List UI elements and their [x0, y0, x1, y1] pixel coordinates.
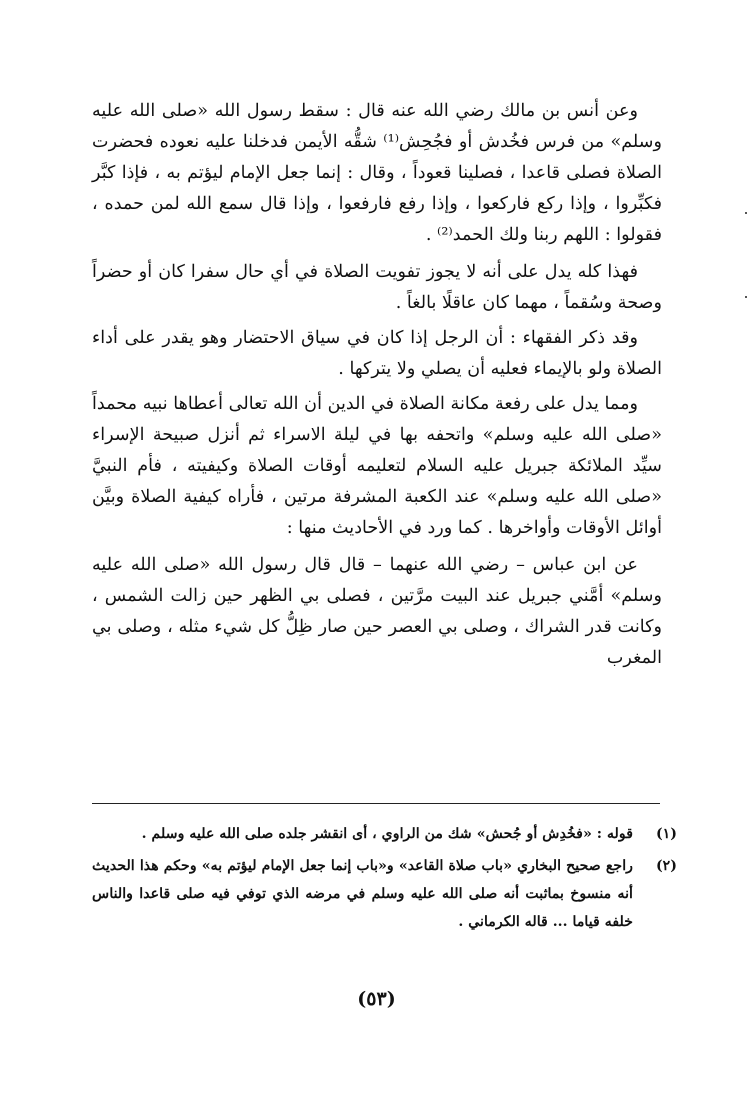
- footnote-number: (٢): [655, 858, 677, 874]
- main-text: [92, 96, 662, 680]
- footnote-number: (١): [655, 826, 677, 842]
- paragraph-5: عن ابن عباس – رضي الله عنهما – قال قال رسول الله «صلى الله عليه وسلم» أمَّني جبريل عند البيت مرَّتين ، فصلى بي الظهر حين زالت الشمس ، وكانت قدر الشراك ، وصلى بي العصر حين صار ظِلُّ كل شيء مثله ، وصلى بي المغرب: [92, 555, 662, 668]
- footnote-text: راجع صحيح البخاري «باب صلاة القاعد» و«باب إنما جعل الإمام ليؤتم به» وحكم هذا الحديث أنه منسوخ بماثبت أنه صلى الله عليه وسلم في مرضه الذي توفي فيه صلى قاعدا والناس خلفه قياما ... قاله الكرماني .: [92, 858, 633, 930]
- footnote-1: [92, 820, 677, 848]
- footnotes: [92, 820, 677, 940]
- paragraph-2: فهذا كله يدل على أنه لا يجوز تفويت الصلاة في أي حال سفرا كان أو حضراً وصحة وسُقماً ، مهما كان عاقلًا بالغاً .: [92, 262, 662, 313]
- paragraph-4: ومما يدل على رفعة مكانة الصلاة في الدين أن الله تعالى أعطاها نبيه محمداً «صلى الله عليه وسلم» واتحفه بها في ليلة الاسراء ثم أنزل صبيحة الإسراء سيِّد الملائكة جبريل عليه السلام لتعليمه أوقات الصلاة وكيفيته ، فأم النبيَّ «صلى الله عليه وسلم» عند الكعبة المشرفة مرتين ، فأراه كيفية الصلاة وبيَّن أوائل الأوقات وأواخرها . كما ورد في الأحاديث منها :: [92, 394, 662, 538]
- page-number: (٥٣): [357, 988, 396, 1010]
- footnote-separator: [92, 803, 660, 804]
- paragraph-1: وعن أنس بن مالك رضي الله عنه قال : سقط رسول الله «صلى الله عليه وسلم» من فرس فخُدش أو فجُحِش⁽¹⁾ شقُّه الأيمن فدخلنا عليه نعوده فحضرت الصلاة فصلى قاعدا ، فصلينا قعوداً ، وقال : إنما جعل الإمام ليؤتم به ، فإذا كبَّر فكبِّروا ، وإذا ركع فاركعوا ، وإذا رفع فارفعوا ، وإذا قال سمع الله لمن حمده ، فقولوا : اللهم ربنا ولك الحمد⁽²⁾ .: [92, 101, 662, 245]
- footnote-text: قوله : «فخُدِش أو جُحش» شك من الراوي ، أى انقشر جلده صلى الله عليه وسلم .: [141, 826, 633, 842]
- margin-speck: [745, 212, 747, 214]
- margin-speck: [745, 296, 747, 298]
- paragraph-3: وقد ذكر الفقهاء : أن الرجل إذا كان في سياق الاحتضار وهو يقدر على أداء الصلاة ولو بالإيماء فعليه أن يصلي ولا يتركها .: [92, 328, 662, 379]
- footnote-2: [92, 852, 677, 936]
